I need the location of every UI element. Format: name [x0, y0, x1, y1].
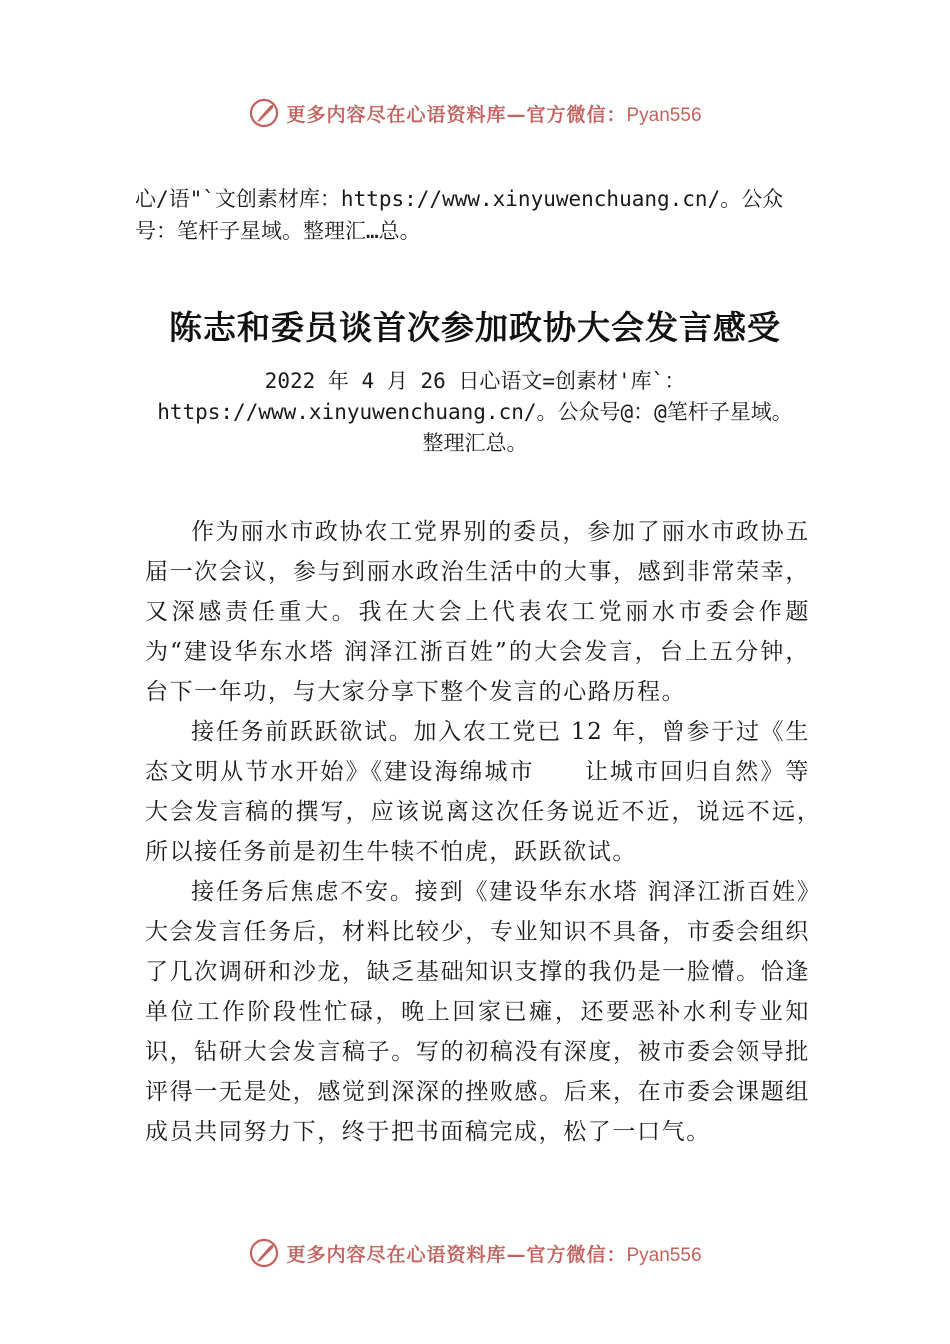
paragraph: 接任务后焦虑不安。接到《建设华东水塔 润泽江浙百姓》大会发言任务后，材料比较少，专业知识不具备，市委会组织了几次调研和沙龙，缺乏基础知识支撑的我仍是一脸懵。恰逢单位工作阶段性忙碌，晚上回家已瘫，还要恶补水利专业知识，钻研大会发言稿子。写的初稿没有深度，被市委会领导批评得一无是处，感觉到深深的挫败感。后来，在市委会课题组成员共同努力下，终于把书面稿完成，松了一口气。 [145, 879, 810, 1145]
article-body [145, 512, 835, 1152]
header-watermark-banner [0, 93, 950, 133]
paragraph: 作为丽水市政协农工党界别的委员，参加了丽水市政协五届一次会议，参与到丽水政治生活中的大事，感到非常荣幸，又深感责任重大。我在大会上代表农工党丽水市委会作题为“建设华东水塔 润泽江浙百姓”的大会发言，台上五分钟，台下一年功，与大家分享下整个发言的心路历程。 [145, 519, 810, 705]
article-dateline: 2022 年 4 月 26 日心语文=创素材'库`：https://www.xinyuwenchuang.cn/。公众号@：@笔杆子星域。整理汇总。 [157, 369, 793, 455]
source-note: 心/语"`文创素材库：https://www.xinyuwenchuang.cn/。公众号：笔杆子星域。整理汇…总。 [135, 187, 784, 243]
quill-logo-icon [248, 1237, 280, 1269]
paragraph: 接任务前跃跃欲试。加入农工党已 12 年，曾参于过《生态文明从节水开始》《建设海绵城市 让城市回归自然》等大会发言稿的撰写，应该说离这次任务说近不近，说远不远， 所以接任务前是初生牛犊不怕虎，跃跃欲试。 [145, 719, 835, 865]
article-title: 陈志和委员谈首次参加政协大会发言感受 [169, 308, 781, 347]
footer-watermark-banner [0, 1233, 950, 1273]
banner-text: 更多内容尽在心语资料库—官方微信：Pyan556 [286, 1243, 702, 1266]
quill-logo-icon [248, 97, 280, 129]
banner-text: 更多内容尽在心语资料库—官方微信：Pyan556 [286, 103, 702, 126]
